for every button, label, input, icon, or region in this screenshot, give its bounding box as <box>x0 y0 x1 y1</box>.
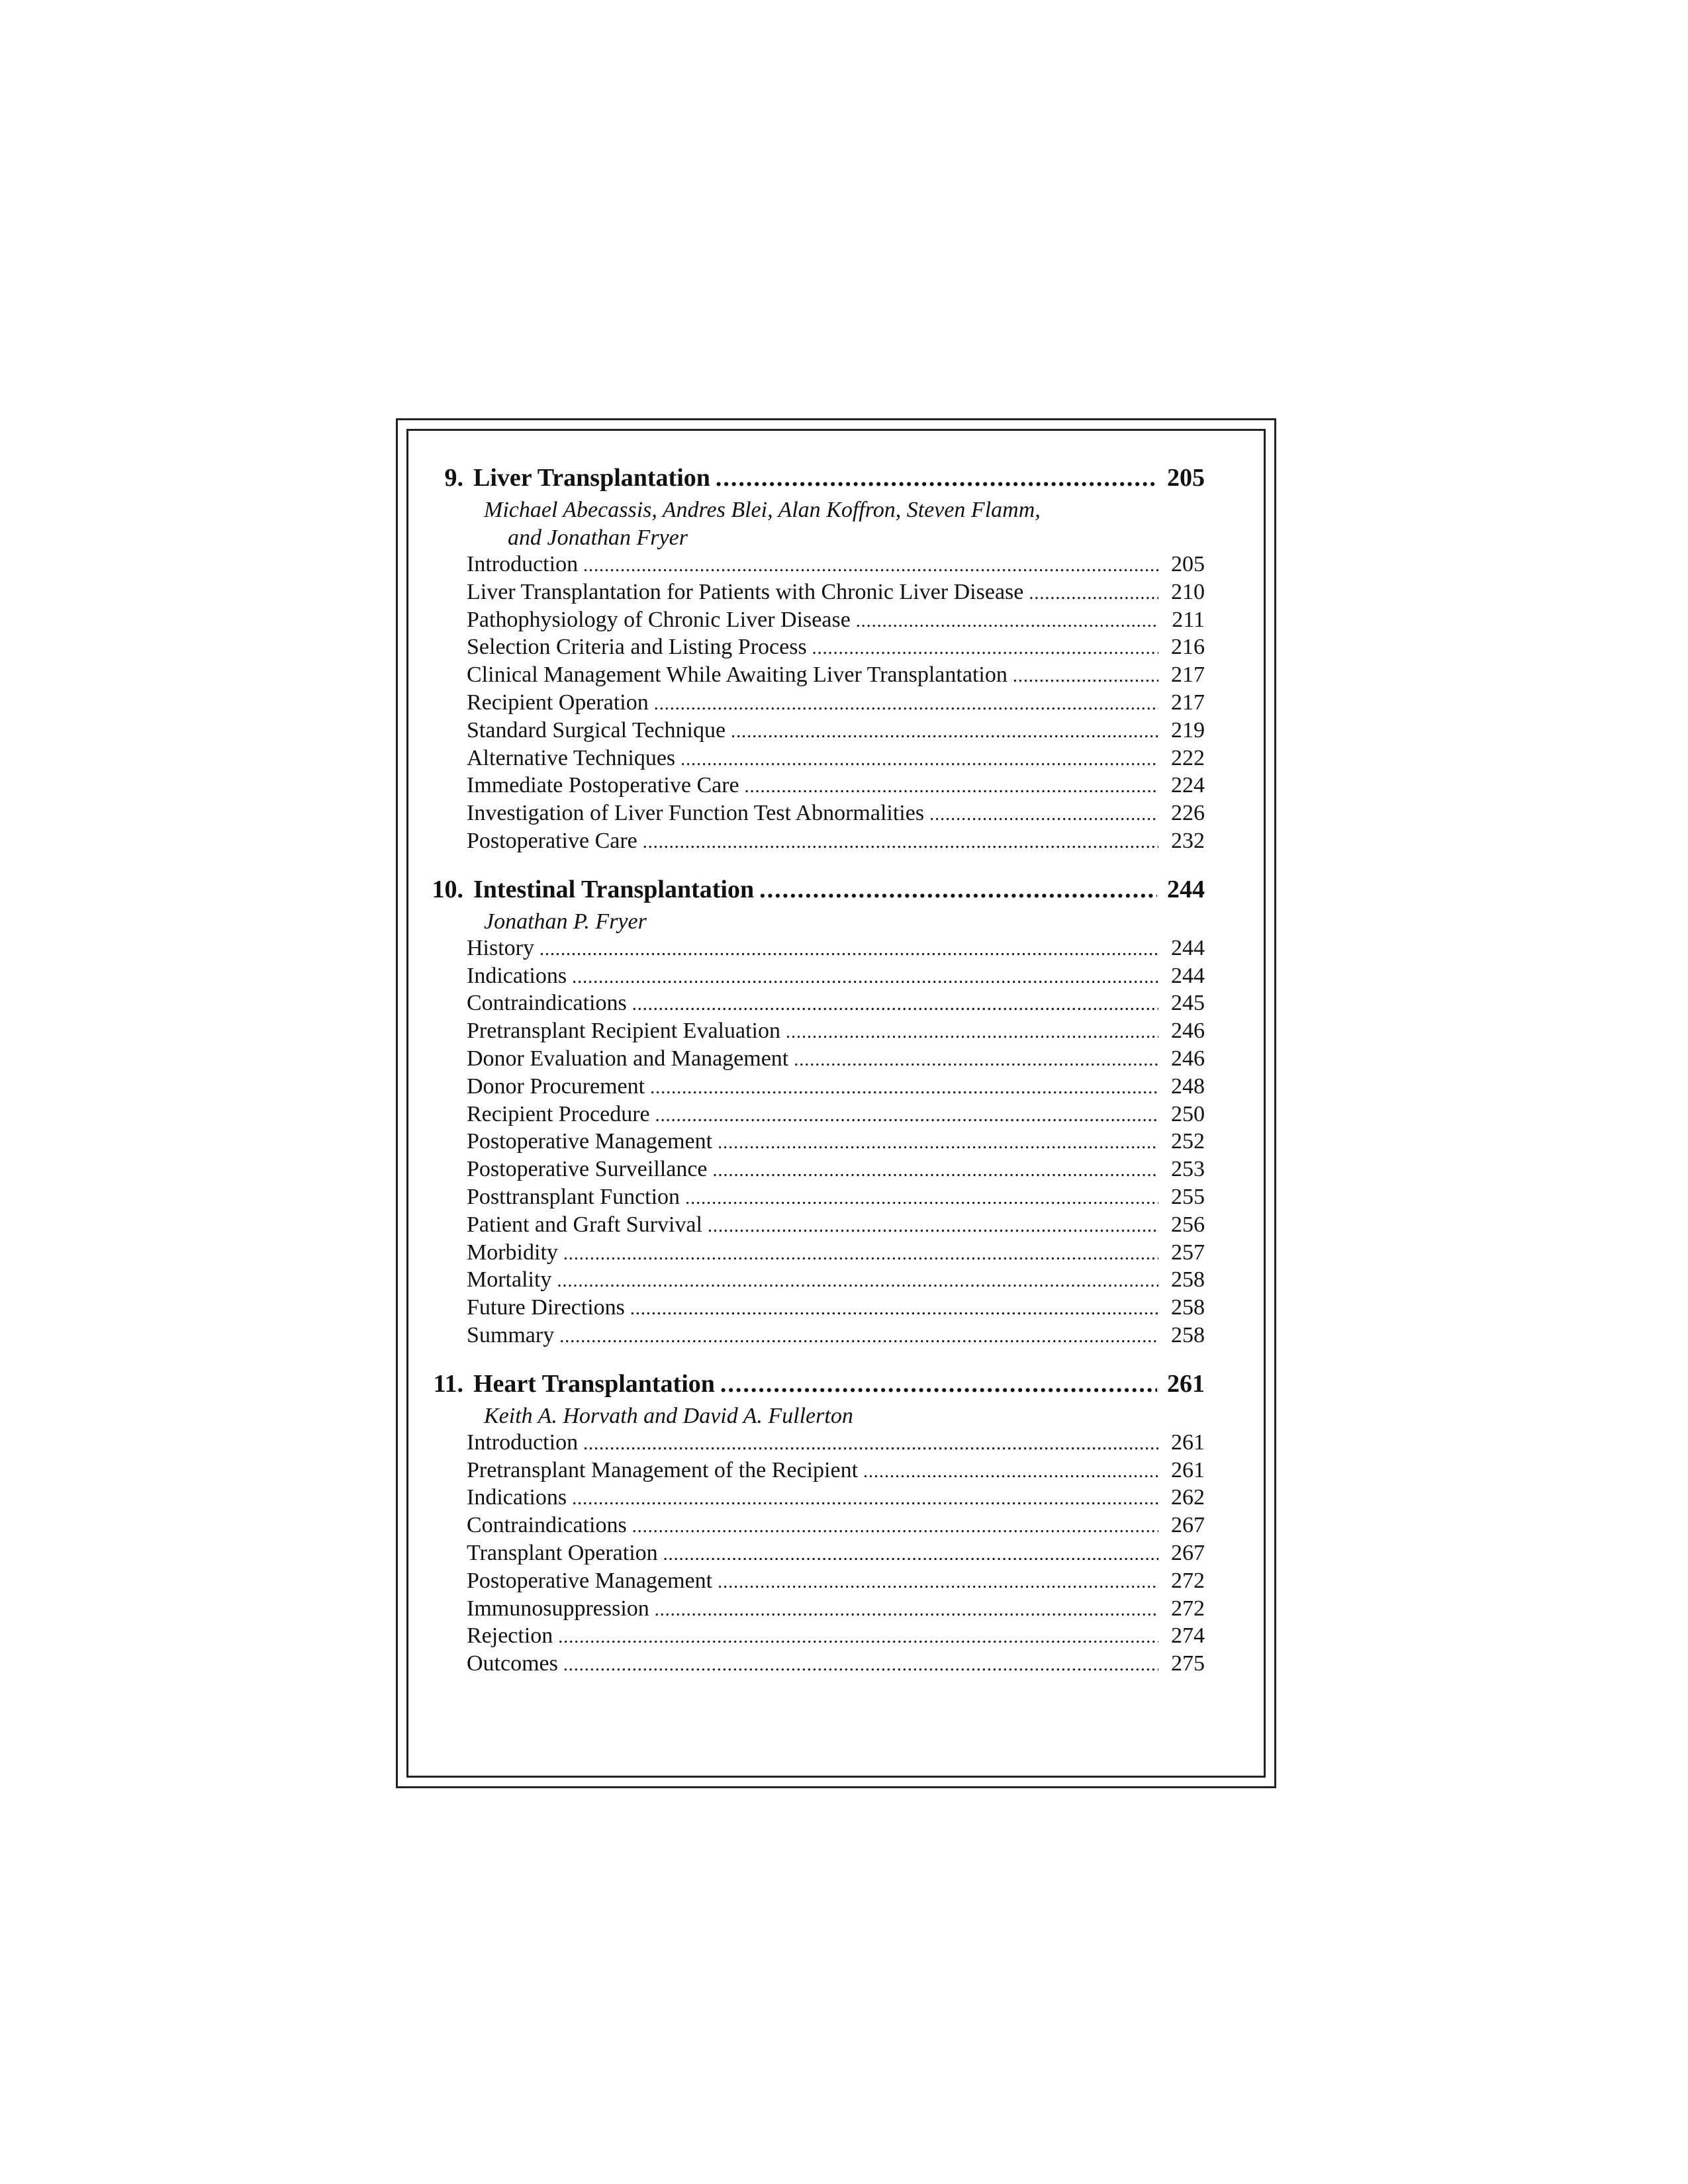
entry-page-number: 217 <box>1171 690 1205 715</box>
chapter-heading[interactable] <box>410 875 1205 908</box>
entry-page-number: 274 <box>1171 1623 1205 1649</box>
toc-entry[interactable] <box>467 580 1205 608</box>
toc-entry[interactable] <box>467 1569 1205 1596</box>
dot-leader <box>655 1600 1158 1621</box>
chapter-authors <box>484 496 1205 552</box>
entry-page-number: 246 <box>1171 1019 1205 1044</box>
entry-title: Immunosuppression <box>467 1596 649 1621</box>
dot-leader <box>720 1369 1157 1398</box>
entry-page-number: 244 <box>1171 935 1205 960</box>
entry-page-number: 272 <box>1171 1568 1205 1593</box>
entry-title: Postoperative Management <box>467 1568 713 1593</box>
entry-page-number: 258 <box>1171 1322 1205 1347</box>
entry-title: Postoperative Surveillance <box>467 1157 708 1182</box>
entry-title: Alternative Techniques <box>467 745 676 770</box>
entry-title: Pathophysiology of Chronic Liver Disease <box>467 607 851 632</box>
toc-entry[interactable] <box>467 1541 1205 1569</box>
dot-leader <box>563 1244 1158 1265</box>
dot-leader <box>708 1216 1158 1237</box>
toc-entry[interactable] <box>467 1212 1205 1240</box>
entry-page-number: 210 <box>1171 579 1205 604</box>
entry-title: Selection Criteria and Listing Process <box>467 635 807 660</box>
entry-page-number: 256 <box>1171 1212 1205 1237</box>
chapter-title: Intestinal Transplantation <box>473 875 755 903</box>
toc-entry[interactable] <box>467 552 1205 580</box>
chapter-section <box>410 1369 1205 1679</box>
entry-title: Introduction <box>467 552 579 576</box>
toc-entry[interactable] <box>467 1240 1205 1268</box>
entry-title: Rejection <box>467 1623 553 1649</box>
entry-title: Recipient Operation <box>467 690 649 715</box>
toc-entry[interactable] <box>467 608 1205 635</box>
entry-title: Indications <box>467 1485 567 1510</box>
entry-page-number: 258 <box>1171 1295 1205 1320</box>
toc-entry[interactable] <box>467 1267 1205 1295</box>
toc-entry[interactable] <box>467 1157 1205 1185</box>
dot-leader <box>663 1544 1158 1565</box>
chapter-number: 9. <box>444 464 463 492</box>
toc-entry[interactable] <box>467 1129 1205 1157</box>
entry-page-number: 275 <box>1171 1651 1205 1676</box>
chapter-title-leader <box>473 875 1205 904</box>
toc-entry[interactable] <box>467 1074 1205 1102</box>
dot-leader <box>812 638 1158 659</box>
entry-page-number: 219 <box>1171 717 1205 743</box>
dot-leader <box>583 555 1158 576</box>
entry-page-number: 262 <box>1171 1485 1205 1510</box>
toc-entry[interactable] <box>467 1295 1205 1323</box>
dot-leader <box>655 1105 1158 1126</box>
toc-entry[interactable] <box>467 746 1205 774</box>
dot-leader <box>718 1572 1158 1593</box>
entry-title: Standard Surgical Technique <box>467 717 726 743</box>
entry-page-number: 226 <box>1171 801 1205 826</box>
toc-entry[interactable] <box>467 1485 1205 1513</box>
entry-title: Summary <box>467 1322 555 1347</box>
entry-title: Indications <box>467 963 567 988</box>
chapter-page-number: 205 <box>1167 464 1205 492</box>
toc-entry[interactable] <box>467 1323 1205 1351</box>
dot-leader <box>1013 666 1158 687</box>
dot-leader <box>1029 583 1158 604</box>
dot-leader <box>786 1022 1158 1043</box>
entry-page-number: 252 <box>1171 1129 1205 1154</box>
entry-page-number: 222 <box>1171 745 1205 770</box>
entry-title: Transplant Operation <box>467 1540 658 1565</box>
entry-page-number: 205 <box>1171 552 1205 576</box>
toc-entry[interactable] <box>467 662 1205 690</box>
dot-leader <box>630 1298 1158 1320</box>
dot-leader <box>745 776 1158 797</box>
dot-leader <box>713 1160 1158 1181</box>
entry-title: Donor Evaluation and Management <box>467 1046 789 1071</box>
toc-entry[interactable] <box>467 718 1205 746</box>
entry-page-number: 261 <box>1171 1430 1205 1455</box>
toc-entry[interactable] <box>467 690 1205 718</box>
authors-line: Jonathan P. Fryer <box>484 909 647 934</box>
entry-title: Future Directions <box>467 1295 625 1320</box>
entry-page-number: 245 <box>1171 991 1205 1016</box>
chapter-number: 11. <box>433 1369 463 1398</box>
entry-page-number: 232 <box>1171 828 1205 853</box>
toc-entry[interactable] <box>467 635 1205 662</box>
dot-leader <box>572 1488 1158 1510</box>
dot-leader <box>558 1627 1158 1648</box>
chapter-title-leader <box>473 1369 1205 1398</box>
dot-leader <box>650 1077 1158 1099</box>
entry-page-number: 217 <box>1171 662 1205 688</box>
entry-title: Pretransplant Recipient Evaluation <box>467 1019 780 1044</box>
entry-page-number: 211 <box>1172 607 1205 632</box>
toc-entry[interactable] <box>467 1651 1205 1679</box>
toc-entry[interactable] <box>467 829 1205 856</box>
entry-page-number: 267 <box>1171 1513 1205 1538</box>
entry-page-number: 267 <box>1171 1540 1205 1565</box>
entry-page-number: 261 <box>1171 1457 1205 1482</box>
dot-leader <box>794 1050 1158 1071</box>
dot-leader <box>563 1655 1158 1676</box>
chapter-title: Heart Transplantation <box>473 1369 715 1398</box>
entry-title: History <box>467 935 534 960</box>
toc-entry[interactable] <box>467 1513 1205 1541</box>
entry-title: Posttransplant Function <box>467 1184 680 1209</box>
dot-leader <box>572 967 1158 988</box>
authors-line: Keith A. Horvath and David A. Fullerton <box>484 1403 853 1428</box>
chapter-authors <box>484 1402 1205 1430</box>
entry-page-number: 253 <box>1171 1157 1205 1182</box>
dot-leader <box>731 721 1158 743</box>
dot-leader <box>863 1461 1158 1482</box>
entry-title: Postoperative Management <box>467 1129 713 1154</box>
authors-line: Michael Abecassis, Andres Blei, Alan Koffron, Steven Flamm, <box>484 498 1041 522</box>
dot-leader <box>685 1188 1158 1209</box>
dot-leader <box>856 611 1158 632</box>
dot-leader <box>632 1516 1158 1537</box>
entry-title: Immediate Postoperative Care <box>467 773 739 798</box>
entry-title: Liver Transplantation for Patients with Chronic Liver Disease <box>467 579 1024 604</box>
chapter-page-number: 261 <box>1167 1369 1205 1398</box>
toc-entry[interactable] <box>467 1458 1205 1486</box>
chapter-number: 10. <box>432 875 463 903</box>
toc-entry[interactable] <box>467 801 1205 829</box>
dot-leader <box>759 875 1157 904</box>
toc-entry[interactable] <box>467 1596 1205 1624</box>
dot-leader <box>716 463 1157 492</box>
toc-entry[interactable] <box>467 1102 1205 1130</box>
chapter-heading[interactable] <box>410 463 1205 496</box>
toc-entry[interactable] <box>467 1623 1205 1651</box>
entry-title: Mortality <box>467 1267 552 1293</box>
toc-entry[interactable] <box>467 1430 1205 1458</box>
dot-leader <box>654 694 1158 715</box>
entry-title: Contraindications <box>467 1513 627 1538</box>
dot-leader <box>643 832 1158 853</box>
chapter-authors <box>484 908 1205 936</box>
entry-page-number: 244 <box>1171 963 1205 988</box>
entry-title: Patient and Graft Survival <box>467 1212 702 1237</box>
entry-page-number: 257 <box>1171 1240 1205 1265</box>
entry-title: Pretransplant Management of the Recipient <box>467 1457 859 1482</box>
toc-entry[interactable] <box>467 936 1205 964</box>
chapter-section <box>410 875 1205 1351</box>
entry-title: Introduction <box>467 1430 579 1455</box>
entry-title: Recipient Procedure <box>467 1101 650 1126</box>
authors-line: and Jonathan Fryer <box>508 525 688 550</box>
dot-leader <box>718 1132 1158 1154</box>
table-of-contents <box>410 463 1205 1698</box>
chapter-page-number: 244 <box>1167 875 1205 903</box>
entry-page-number: 224 <box>1171 773 1205 798</box>
toc-entry[interactable] <box>467 964 1205 991</box>
toc-entry[interactable] <box>467 1185 1205 1212</box>
dot-leader <box>680 749 1158 770</box>
entry-page-number: 258 <box>1171 1267 1205 1293</box>
chapter-title: Liver Transplantation <box>473 464 710 492</box>
entry-title: Outcomes <box>467 1651 558 1676</box>
dot-leader <box>557 1271 1158 1292</box>
toc-entry[interactable] <box>467 1046 1205 1074</box>
entry-page-number: 272 <box>1171 1596 1205 1621</box>
entry-title: Investigation of Liver Function Test Abnormalities <box>467 801 925 826</box>
entry-title: Donor Procurement <box>467 1073 645 1099</box>
entry-title: Morbidity <box>467 1240 558 1265</box>
entry-page-number: 255 <box>1171 1184 1205 1209</box>
dot-leader <box>632 994 1158 1015</box>
entry-title: Postoperative Care <box>467 828 637 853</box>
dot-leader <box>583 1433 1158 1455</box>
entry-title: Contraindications <box>467 991 627 1016</box>
entry-title: Clinical Management While Awaiting Liver Transplantation <box>467 662 1008 688</box>
chapter-heading[interactable] <box>410 1369 1205 1402</box>
entry-page-number: 246 <box>1171 1046 1205 1071</box>
chapter-section <box>410 463 1205 856</box>
toc-entry[interactable] <box>467 773 1205 801</box>
dot-leader <box>559 1326 1158 1347</box>
toc-entry[interactable] <box>467 991 1205 1019</box>
entry-page-number: 250 <box>1171 1101 1205 1126</box>
chapter-title-leader <box>473 463 1205 492</box>
toc-entry[interactable] <box>467 1019 1205 1046</box>
entry-page-number: 248 <box>1171 1073 1205 1099</box>
dot-leader <box>929 804 1158 825</box>
dot-leader <box>539 939 1158 960</box>
entry-page-number: 216 <box>1171 635 1205 660</box>
